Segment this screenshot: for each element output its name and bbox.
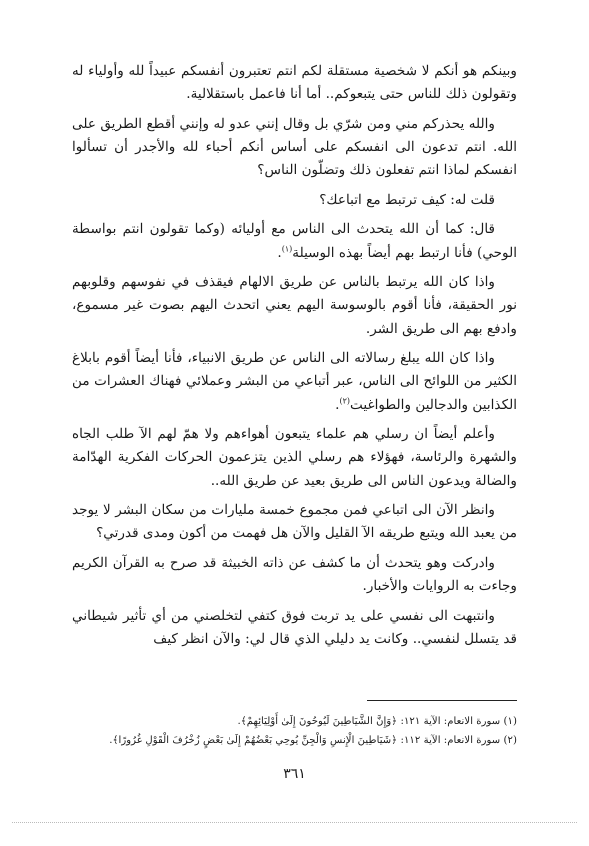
paragraph-text: واذا كان الله يبلغ رسالاته الى الناس عن طريق الانبياء، فأنا أيضاً أقوم بابلاغ الكثير من اللوائح الى الناس، عبر أتباعي من البشر وعملائي فهناك العشرات من الكذابين والدجالين والطواغيت (72, 350, 517, 413)
main-text (72, 60, 517, 658)
paragraph: وانظر الآن الى اتباعي فمن مجموع خمسة مليارات من سكان البشر لا يوجد من يعبد الله ويتبع طريقه الآ القليل والآن هل فهمت من أكون ومدى قدرتي؟ (72, 502, 517, 542)
footnotes (72, 712, 517, 750)
paragraph: قلت له: كيف ترتبط مع اتباعك؟ (319, 191, 495, 208)
footnote-ref: (٢) (339, 396, 351, 406)
paragraph: قال: كما أن الله يتحدث الى الناس مع أوليائه (وكما تقولون انتم بواسطة الوحي) فأنا ارتبط بهم أيضاً بهذه الوسيلة$^{(١)}$. (72, 221, 517, 261)
page-edge-line (12, 822, 577, 823)
footnote-separator (367, 700, 517, 701)
paragraph: واذا كان الله يرتبط بالناس عن طريق الالهام فيقذف في نفوسهم وقلوبهم نور الحقيقة، فأنا أقوم بالوسوسة اليهم يعني اتحدث اليهم بصوت غير مسموع، وادفع بهم الى طريق الشر. (72, 274, 517, 337)
paragraph: والله يحذركم مني ومن شرّي بل وقال إنني عدو له وإنني أقطع الطريق على الله. انتم تدعون الى انفسكم على أساس أنكم أحباء لله والأجدر أن تسألوا انفسكم لماذا انتم تفعلون ذلك وتضلّون الناس؟ (72, 115, 517, 179)
paragraph: وبينكم هو أنكم لا شخصية مستقلة لكم انتم تعتبرون أنفسكم عبيداً لله وأولياء له وتقولون ذلك للناس حتى يتبعوكم.. أما أنا فاعمل باستقلالية. (72, 63, 517, 103)
footnote-ref: (١) (281, 244, 293, 254)
page-number: ٣٦١ (283, 766, 306, 782)
paragraph: وانتبهت الى نفسي على يد تربت فوق كتفي لتخلصني من أي تأثير شيطاني قد يتسلل لنفسي.. وكانت يد دليلي الذي قال لي: والآن انظر كيف (72, 607, 517, 647)
footnote: (٢) سورة الانعام: الآية ١١٢: ﴿شَيَاطِينَ الْإِنسِ وَالْجِنِّ يُوحِي بَعْضُهُمْ إِلَىٰ بَعْضٍ زُخْرُفَ الْقَوْلِ غُرُورًا﴾. (109, 735, 517, 746)
footnote: (١) سورة الانعام: الآية ١٢١: ﴿وَإِنَّ الشَّيَاطِينَ لَيُوحُونَ إِلَىٰ أَوْلِيَائِهِمْ﴾. (237, 716, 517, 727)
paragraph: واذا كان الله يبلغ رسالاته الى الناس عن طريق الانبياء، فأنا أيضاً أقوم بابلاغ الكثير من اللوائح الى الناس، عبر أتباعي من البشر وعملائي فهناك العشرات من الكذابين والدجالين والطواغيت$^{(٢)}$. (72, 350, 517, 413)
paragraph-text: قال: كما أن الله يتحدث الى الناس مع أوليائه (وكما تقولون انتم بواسطة الوحي) فأنا ارتبط بهم أيضاً بهذه الوسيلة (72, 221, 517, 261)
paragraph: وأعلم أيضاً ان رسلي هم علماء يتبعون أهواءهم ولا همّ لهم الآ طلب الجاه والشهرة والرئاسة، فهؤلاء هم رسلي الذين يتزعمون الحركات الفكرية الهدّامة والضالة ويدعون الناس الى طريق بعيد عن طريق الله.. (72, 426, 517, 489)
paragraph: وادركت وهو يتحدث أن ما كشف عن ذاته الخبيثة قد صرح به القرآن الكريم وجاءت به الروايات والأخبار. (72, 554, 517, 595)
